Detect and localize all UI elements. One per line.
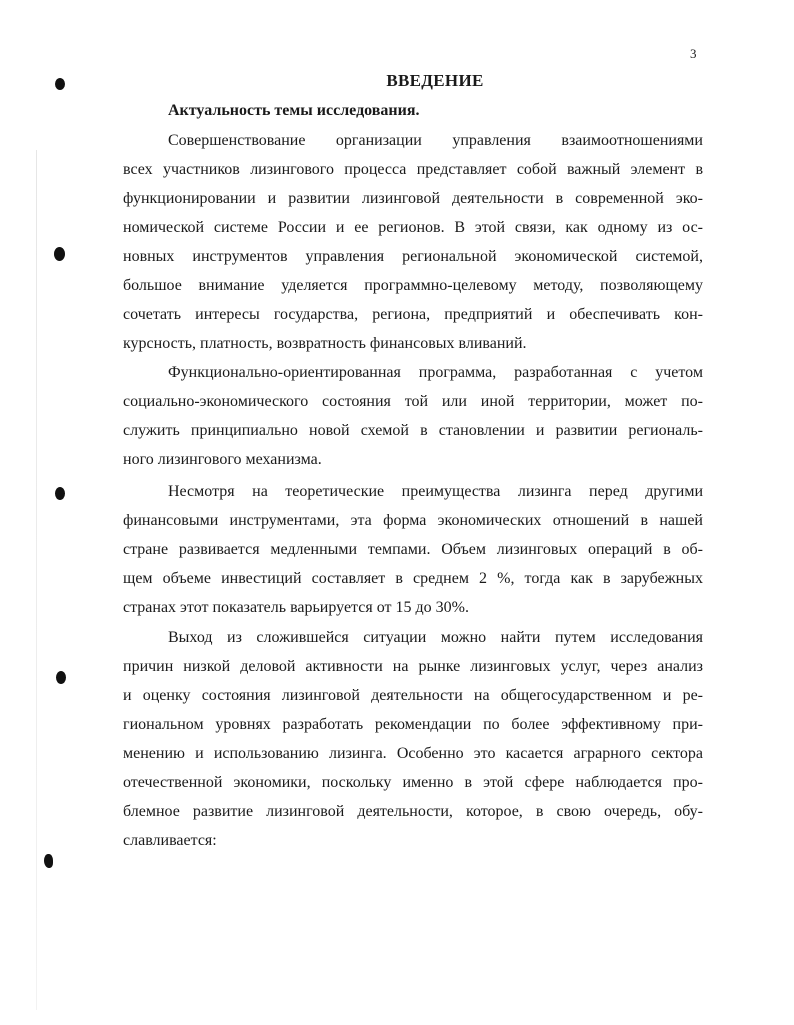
paragraph-line: причин низкой деловой активности на рынке лизинговых услуг, через анализ [123, 658, 703, 675]
paragraph-line: финансовыми инструментами, эта форма экономических отношений в нашей [123, 512, 703, 529]
paragraph-line: странах этот показатель варьируется от 15 до 30%. [123, 599, 469, 616]
paragraph-line: новных инструментов управления региональной экономической системой, [123, 248, 703, 265]
paragraph-line: всех участников лизингового процесса представляет собой важный элемент в [123, 161, 703, 178]
paragraph-line: ного лизингового механизма. [123, 451, 322, 468]
scan-edge-line [36, 150, 37, 1010]
page-number: 3 [690, 46, 697, 61]
paragraph-line: курсность, платность, возвратность финансовых вливаний. [123, 335, 527, 352]
punch-hole [55, 487, 65, 500]
section-subtitle: Актуальность темы исследования. [168, 102, 420, 119]
paragraph-line: большое внимание уделяется программно-целевому методу, позволяющему [123, 277, 703, 294]
punch-hole [44, 854, 53, 868]
paragraph-line: отечественной экономики, поскольку именно в этой сфере наблюдается про- [123, 774, 703, 791]
punch-hole [54, 247, 65, 261]
paragraph-line: менению и использованию лизинга. Особенно это касается аграрного сектора [123, 745, 703, 762]
punch-hole [56, 671, 66, 684]
paragraph-line: блемное развитие лизинговой деятельности, которое, в свою очередь, обу- [123, 803, 703, 820]
paragraph-line: и оценку состояния лизинговой деятельности на общегосударственном и ре- [123, 687, 703, 704]
paragraph-line: сочетать интересы государства, региона, предприятий и обеспечивать кон- [123, 306, 703, 323]
paragraph-line: Совершенствование организации управления взаимоотношениями [168, 132, 703, 149]
page-title: ВВЕДЕНИЕ [386, 71, 484, 90]
paragraph-line: Функционально-ориентированная программа, разработанная с учетом [168, 364, 703, 381]
paragraph-line: Выход из сложившейся ситуации можно найти путем исследования [168, 629, 703, 646]
paragraph-line: социально-экономического состояния той или иной территории, может по- [123, 393, 703, 410]
paragraph-line: номической системе России и ее регионов. В этой связи, как одному из ос- [123, 219, 703, 236]
paragraph-line: Несмотря на теоретические преимущества лизинга перед другими [168, 483, 703, 500]
paragraph-line: щем объеме инвестиций составляет в среднем 2 %, тогда как в зарубежных [123, 570, 703, 587]
paragraph-line: стране развивается медленными темпами. Объем лизинговых операций в об- [123, 541, 703, 558]
paragraph-line: славливается: [123, 832, 217, 849]
paragraph-line: служить принципиально новой схемой в становлении и развитии региональ- [123, 422, 703, 439]
paragraph-line: гиональном уровнях разработать рекомендации по более эффективному при- [123, 716, 703, 733]
paragraph-line: функционировании и развитии лизинговой деятельности в современной эко- [123, 190, 703, 207]
